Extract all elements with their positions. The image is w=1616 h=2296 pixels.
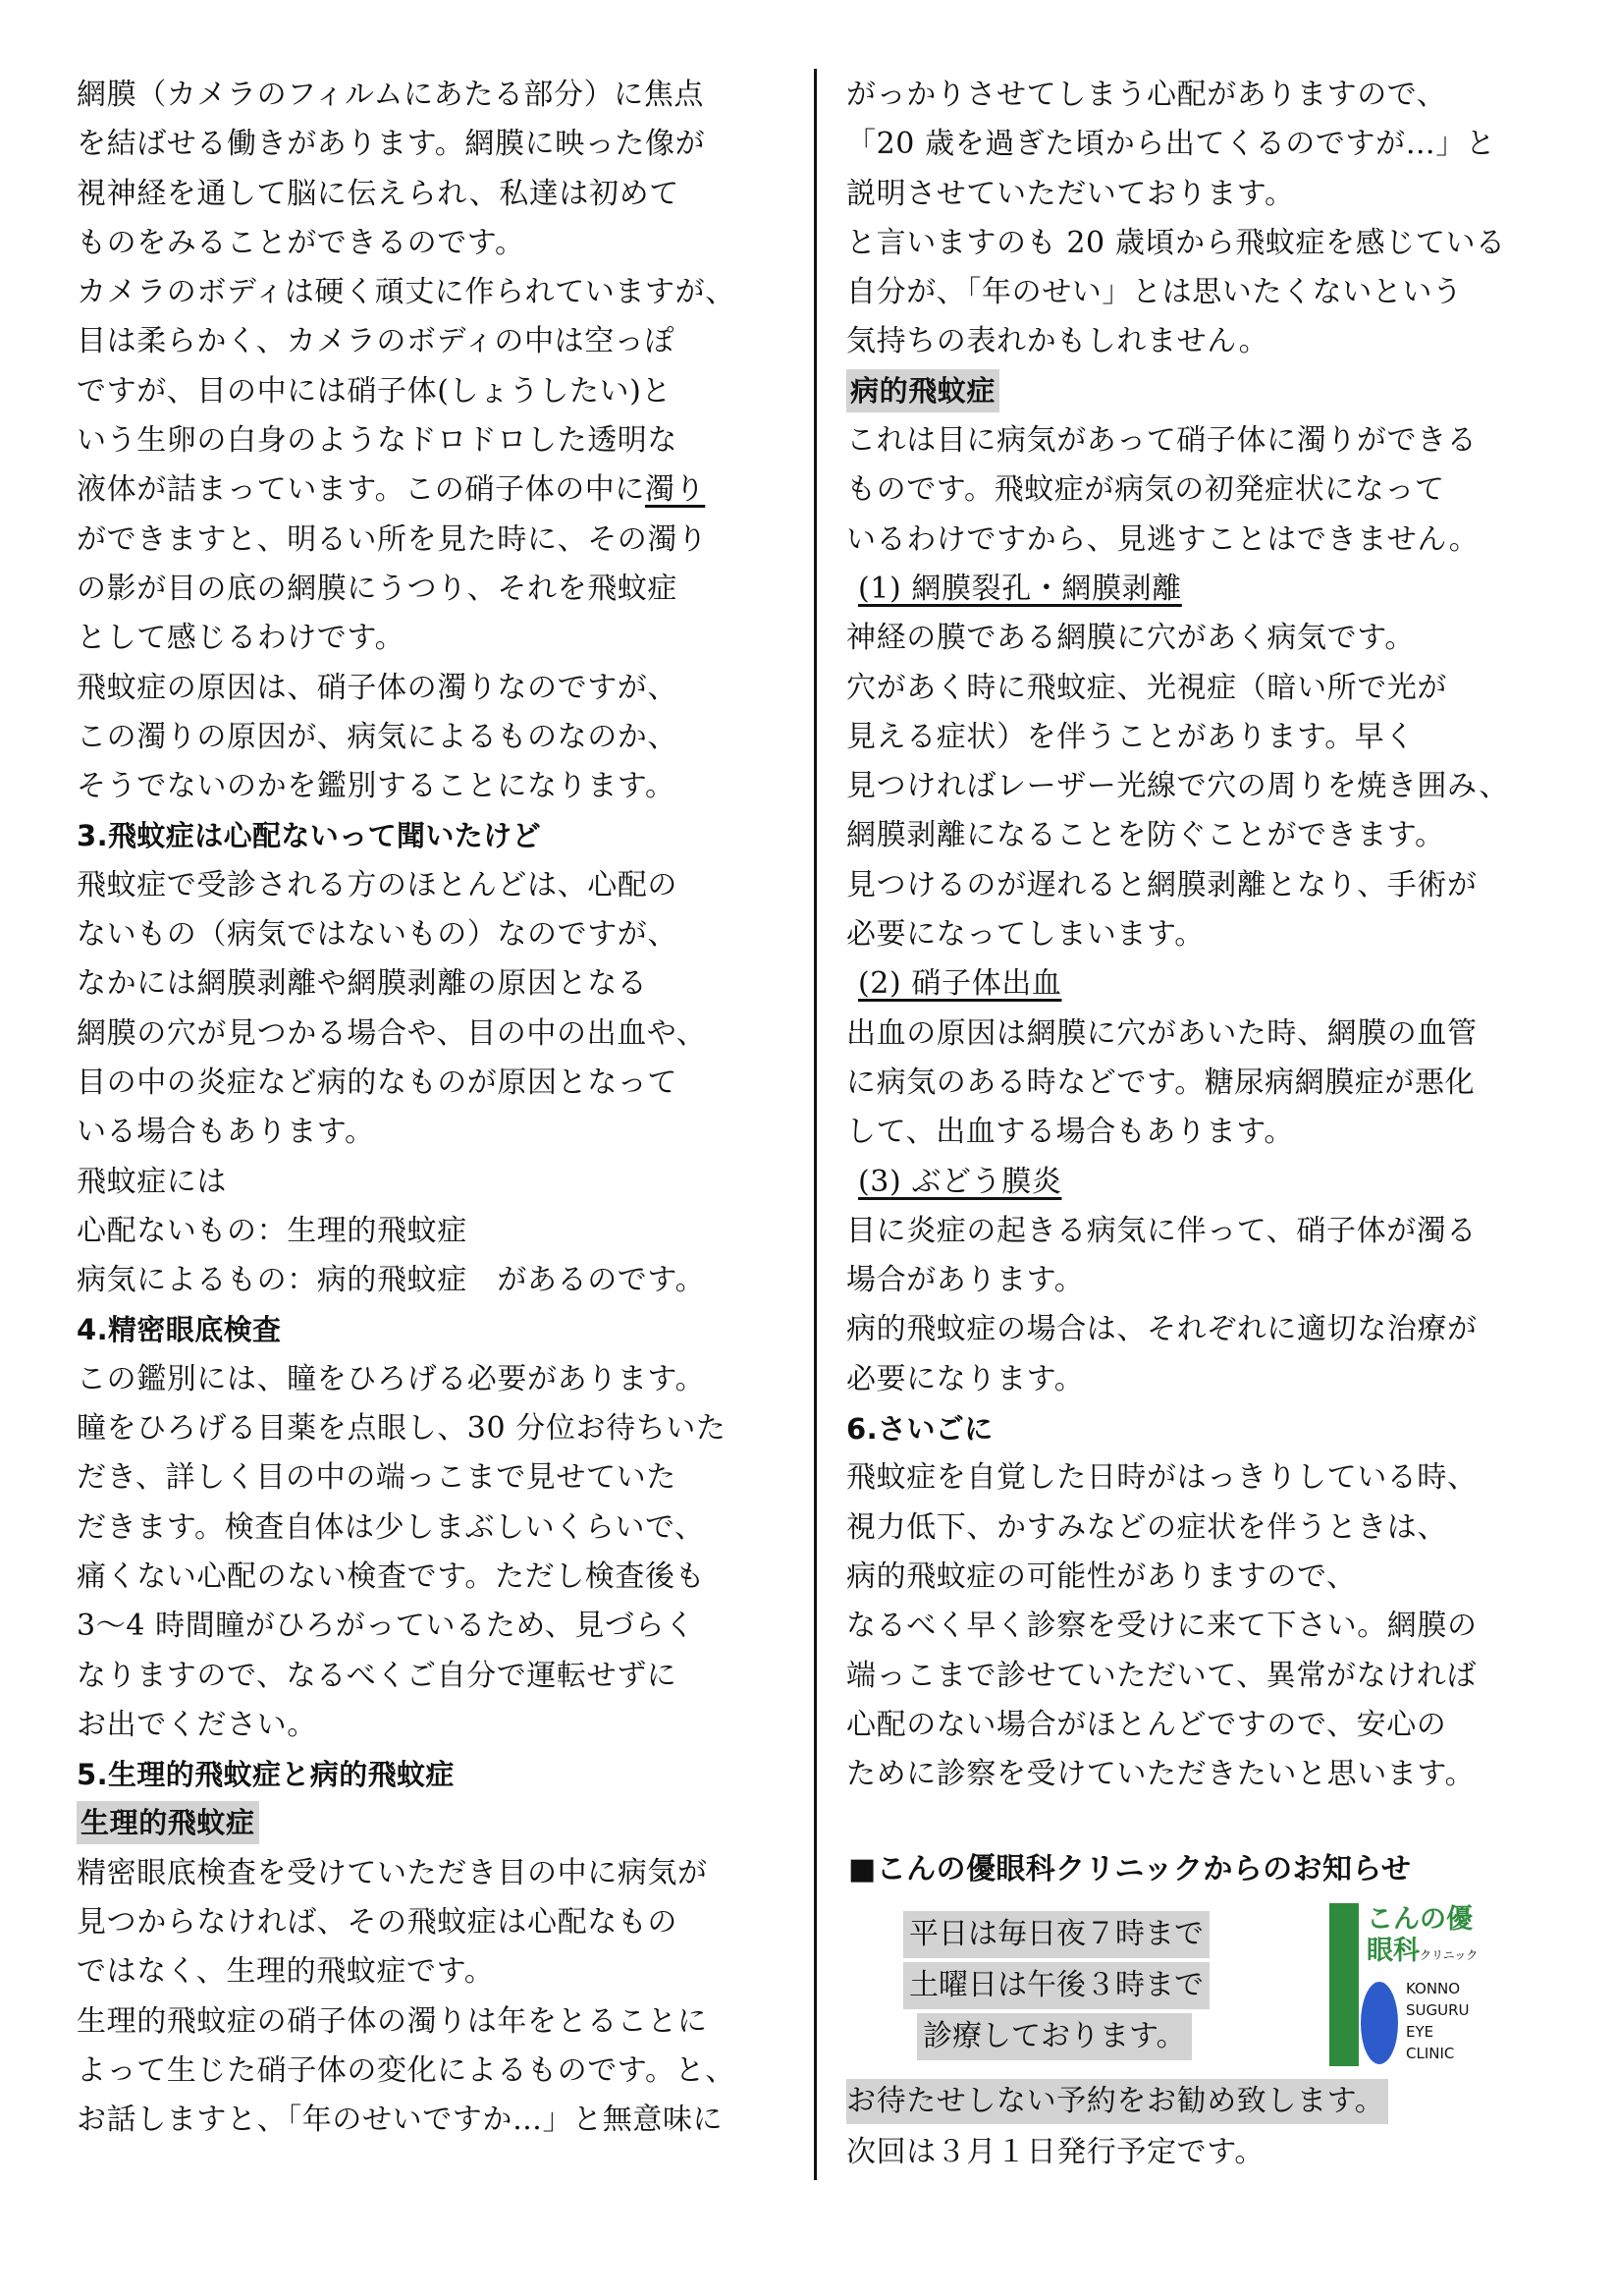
body-line: ではなく、生理的飛蚊症です。 bbox=[77, 1954, 495, 1990]
reservation-note: お待たせしない予約をお勧め致します。 bbox=[846, 2079, 1388, 2124]
numbered-subheading bbox=[846, 1158, 1573, 1207]
hours-weekday: 平日は毎日夜７時まで bbox=[903, 1911, 1210, 1958]
body-line: 穴があく時に飛蚊症、光視症（暗い所で光が bbox=[846, 670, 1447, 705]
body-line: 説明させていただいております。 bbox=[846, 176, 1295, 211]
numbered-subheading bbox=[846, 959, 1573, 1009]
body-line: なりますので、なるべくご自分で運転せずに bbox=[77, 1658, 677, 1693]
logo-en-4: CLINIC bbox=[1406, 2045, 1455, 2062]
body-line: なるべく早く診察を受けに来て下さい。網膜の bbox=[846, 1609, 1478, 1644]
notice-title: ■こんの優眼科クリニックからのお知らせ bbox=[848, 1852, 1412, 1886]
subheading-label: (2) 硝子体出血 bbox=[858, 966, 1062, 1002]
body-text: 液体が詰まっています。この硝子体の中に bbox=[77, 472, 645, 508]
notice-footer bbox=[846, 2076, 1388, 2178]
body-line: 見つけるのが遅れると網膜剥離となり、手術が bbox=[846, 867, 1478, 902]
section-heading: 5.生理的飛蚊症と病的飛蚊症 bbox=[77, 1758, 455, 1792]
clinic-logo bbox=[1327, 1901, 1494, 2068]
body-line: 必要になってしまいます。 bbox=[846, 917, 1205, 953]
body-line: 精密眼底検査を受けていただき目の中に病気が bbox=[77, 1855, 708, 1890]
body-line: 網膜（カメラのフィルムにあたる部分）に焦点 bbox=[77, 78, 704, 112]
body-line: 病的飛蚊症の場合は、それぞれに適切な治療が bbox=[846, 1312, 1478, 1347]
body-line: だきます。検査自体は少しまぶしいくらいで、 bbox=[77, 1509, 705, 1545]
body-line: だき、詳しく目の中の端っこまで見せていた bbox=[77, 1460, 676, 1496]
section-heading: 4.精密眼底検査 bbox=[77, 1313, 282, 1347]
subsection-heading bbox=[77, 1799, 803, 1848]
body-line: いう生卵の白身のようなドロドロした透明な bbox=[77, 423, 677, 459]
body-line: ものをみることができるのです。 bbox=[77, 225, 525, 260]
body-line: の影が目の底の網膜にうつり、それを飛蚊症 bbox=[77, 571, 677, 606]
body-line: がっかりさせてしまう心配がありますので、 bbox=[846, 78, 1447, 112]
body-line: 見つければレーザー光線で穴の周りを焼き囲み、 bbox=[846, 769, 1509, 804]
body-line: 端っこまで診せていただいて、異常がなければ bbox=[846, 1658, 1477, 1693]
body-line: これは目に病気があって硝子体に濁りができる bbox=[846, 423, 1478, 459]
highlighted-label: 病的飛蚊症 bbox=[846, 369, 999, 412]
body-line: そうでないのかを鑑別することになります。 bbox=[77, 769, 675, 804]
logo-english-name bbox=[1406, 1978, 1470, 2064]
logo-green-bar bbox=[1329, 1903, 1359, 2066]
body-line: して、出血する場合もあります。 bbox=[846, 1115, 1294, 1150]
body-line: お出でください。 bbox=[77, 1707, 317, 1742]
body-line: この濁りの原因が、病気によるものなのか、 bbox=[77, 719, 677, 754]
body-line: 痛くない心配のない検査です。ただし検査後も bbox=[77, 1558, 706, 1594]
body-line: 飛蚊症で受診される方のほとんどは、心配の bbox=[77, 867, 677, 902]
body-line: いるわけですから、見逃すことはできません。 bbox=[846, 521, 1480, 557]
body-line: 見つからなければ、その飛蚊症は心配なもの bbox=[77, 1904, 677, 1940]
body-line: 自分が、「年のせい」とは思いたくないという bbox=[846, 275, 1463, 310]
body-line: お話しますと、「年のせいですか…」と無意味に bbox=[77, 2103, 724, 2138]
body-line: を結ばせる働きがあります。網膜に映った像が bbox=[77, 127, 706, 162]
body-line: 網膜剥離になることを防ぐことができます。 bbox=[846, 818, 1445, 853]
body-line: として感じるわけです。 bbox=[77, 621, 405, 656]
body-line: 心配ないもの：生理的飛蚊症 bbox=[77, 1213, 467, 1248]
body-line: 病気によるもの：病的飛蚊症 があるのです。 bbox=[77, 1263, 706, 1298]
body-line: 場合があります。 bbox=[846, 1263, 1085, 1298]
body-line: 視神経を通して脳に伝えられ、私達は初めて bbox=[77, 176, 679, 211]
subheading-label: (3) ぶどう膜炎 bbox=[858, 1164, 1062, 1199]
body-line bbox=[77, 465, 803, 515]
body-line: 飛蚊症の原因は、硝子体の濁りなのですが、 bbox=[77, 670, 677, 705]
logo-blue-oval bbox=[1361, 1982, 1398, 2064]
clinic-hours bbox=[903, 1909, 1237, 2062]
body-line: 生理的飛蚊症の硝子体の濁りは年をとることに bbox=[77, 2003, 708, 2039]
next-issue-note: 次回は３月１日発行予定です。 bbox=[846, 2135, 1265, 2169]
body-line: に病気のある時などです。糖尿病網膜症が悪化 bbox=[846, 1065, 1476, 1100]
section-heading: 6.さいごに bbox=[846, 1412, 994, 1447]
body-line: なかには網膜剥離や網膜剥離の原因となる bbox=[77, 966, 648, 1002]
body-line: 3～4 時間瞳がひろがっているため、見づらく bbox=[77, 1609, 695, 1644]
body-line: 目に炎症の起きる病気に伴って、硝子体が濁る bbox=[846, 1213, 1477, 1248]
logo-en-2: SUGURU bbox=[1406, 2001, 1470, 2019]
body-line: ができますと、明るい所を見た時に、その濁り bbox=[77, 521, 708, 557]
logo-en-3: EYE bbox=[1406, 2023, 1434, 2041]
body-line: ですが、目の中には硝子体(しょうしたい)と bbox=[77, 373, 673, 409]
body-line: 目の中の炎症など病的なものが原因となって bbox=[77, 1065, 677, 1100]
numbered-subheading bbox=[846, 565, 1573, 614]
body-line: ものです。飛蚊症が病気の初発症状になって bbox=[846, 472, 1445, 508]
subheading-label: (1) 網膜裂孔・網膜剥離 bbox=[858, 571, 1182, 606]
body-line: カメラのボディは硬く頑丈に作られていますが、 bbox=[77, 275, 735, 310]
hours-note: 診療しております。 bbox=[917, 2013, 1192, 2060]
body-line: ために診察を受けていただきたいと思います。 bbox=[846, 1757, 1476, 1792]
body-line: ないもの（病気ではないもの）なのですが、 bbox=[77, 917, 677, 953]
body-line: 必要になります。 bbox=[846, 1361, 1085, 1396]
body-line: この鑑別には、瞳をひろげる必要があります。 bbox=[77, 1361, 706, 1396]
body-line: よって生じた硝子体の変化によるものです。と、 bbox=[77, 2052, 735, 2088]
section-heading: 3.飛蚊症は心配ないって聞いたけど bbox=[77, 819, 541, 853]
logo-en-1: KONNO bbox=[1406, 1980, 1461, 1997]
body-line: 視力低下、かすみなどの症状を伴うときは、 bbox=[846, 1509, 1447, 1545]
body-line: 目は柔らかく、カメラのボディの中は空っぽ bbox=[77, 324, 674, 359]
body-line: 「20 歳を過ぎた頃から出てくるのですが…」と bbox=[846, 127, 1496, 162]
body-line: 見える症状）を伴うことがあります。早く bbox=[846, 719, 1415, 754]
body-line: 網膜の穴が見つかる場合や、目の中の出血や、 bbox=[77, 1015, 707, 1051]
column-divider bbox=[814, 69, 817, 2180]
logo-name-line2: 眼科クリニック bbox=[1367, 1936, 1479, 1966]
body-line: 心配のない場合がほとんどですので、安心の bbox=[846, 1707, 1447, 1742]
hours-saturday: 土曜日は午後３時まで bbox=[903, 1962, 1210, 2009]
body-line: 飛蚊症を自覚した日時がはっきりしている時、 bbox=[846, 1460, 1478, 1496]
body-line: いる場合もあります。 bbox=[77, 1115, 375, 1150]
body-line: と言いますのも 20 歳頃から飛蚊症を感じている bbox=[846, 225, 1506, 260]
subsection-heading bbox=[846, 367, 1573, 416]
highlighted-label: 生理的飛蚊症 bbox=[77, 1801, 259, 1844]
body-line: 気持ちの表れかもしれません。 bbox=[846, 324, 1269, 359]
logo-name-line1: こんの優 bbox=[1367, 1904, 1473, 1935]
body-line: 出血の原因は網膜に穴があいた時、網膜の血管 bbox=[846, 1015, 1478, 1051]
body-line: 飛蚊症には bbox=[77, 1164, 227, 1199]
underlined-term: 濁り bbox=[645, 472, 706, 508]
body-line: 神経の膜である網膜に穴があく病気です。 bbox=[846, 621, 1415, 656]
body-line: 病的飛蚊症の可能性がありますので、 bbox=[846, 1558, 1357, 1594]
right-column bbox=[846, 71, 1573, 1799]
left-column bbox=[77, 71, 803, 2145]
body-line: 瞳をひろげる目薬を点眼し、30 分位お待ちいた bbox=[77, 1411, 727, 1447]
